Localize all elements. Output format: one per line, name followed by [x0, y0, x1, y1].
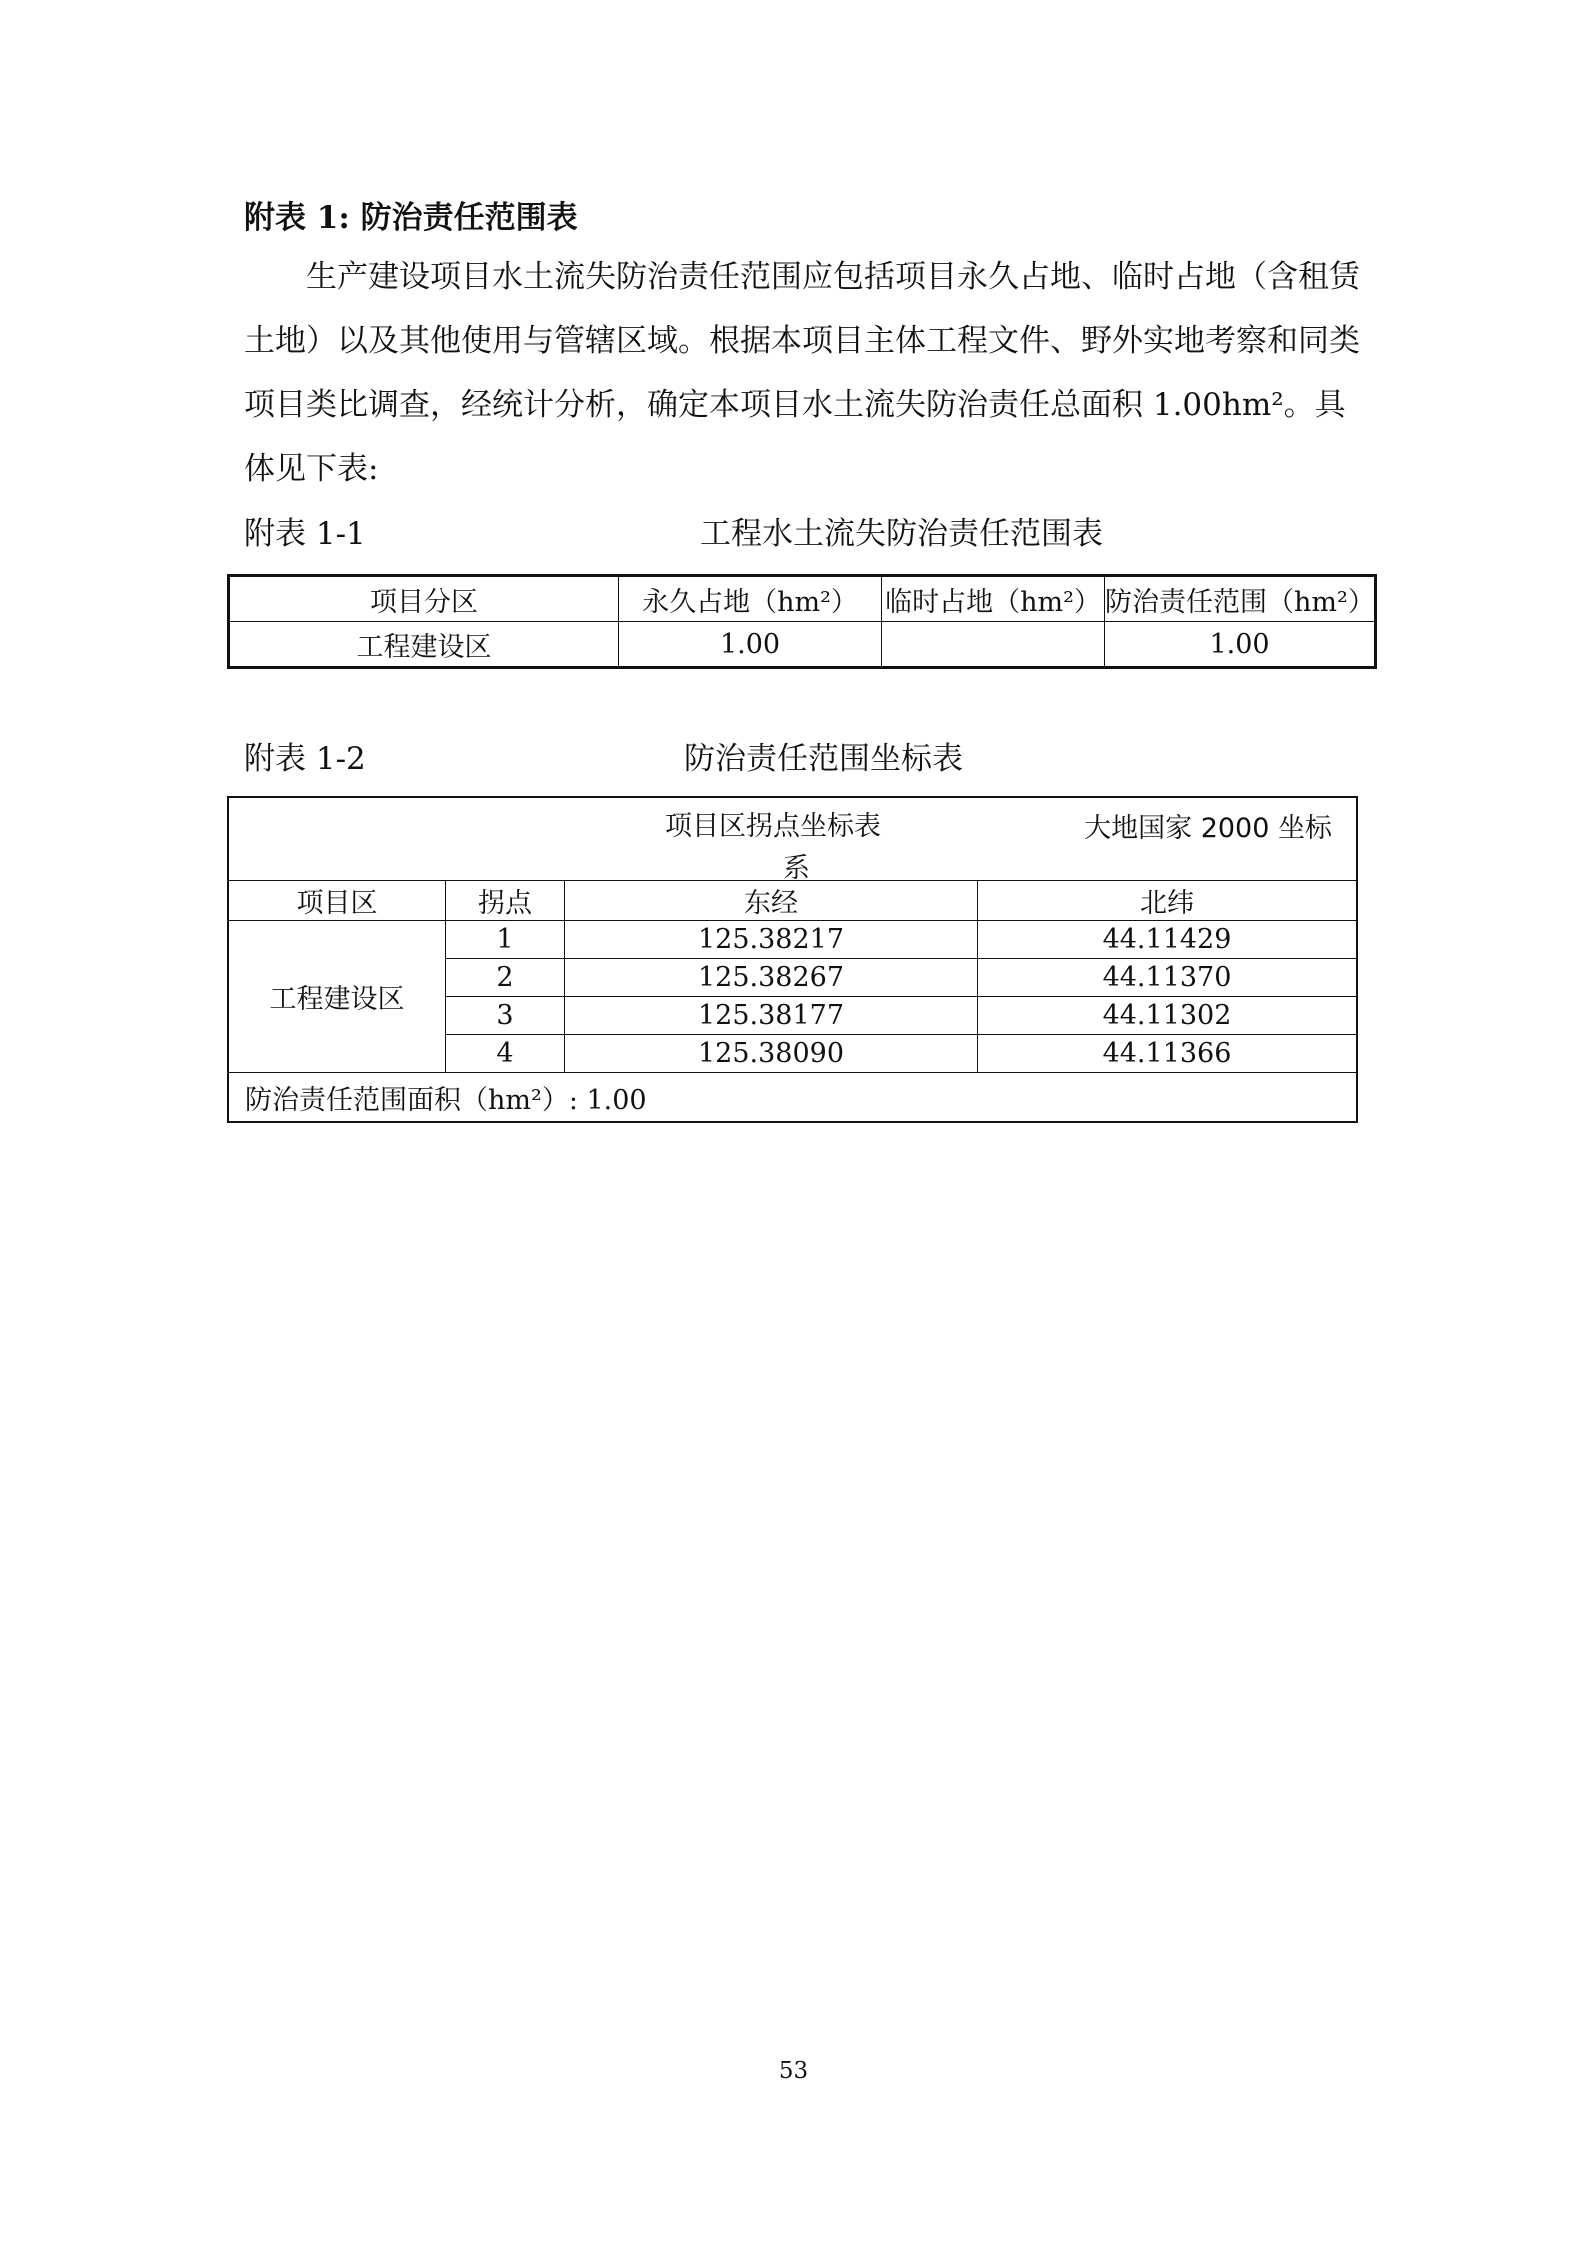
north-cell: 44.11302: [978, 997, 1358, 1035]
table-cell: 1.00: [619, 622, 882, 668]
header-cell: 临时占地（hm²）: [882, 576, 1105, 622]
table2-label: 附表 1-2: [244, 741, 366, 777]
coordinate-table: [227, 796, 1358, 1123]
header-cell: 拐点: [446, 881, 565, 921]
table2-title: 防治责任范围坐标表: [684, 741, 963, 777]
east-cell: 125.38267: [565, 959, 978, 997]
page-number: 53: [778, 2058, 809, 2084]
header-cell: 防治责任范围（hm²）: [1105, 576, 1376, 622]
table-row: [229, 622, 1376, 668]
header-cell: 永久占地（hm²）: [619, 576, 882, 622]
area-total-cell: 防治责任范围面积（hm²）: 1.00: [228, 1073, 1357, 1123]
north-cell: 44.11366: [978, 1035, 1358, 1073]
header-cell: 北纬: [978, 881, 1358, 921]
table-cell: 1.00: [1105, 622, 1376, 668]
table-footer-row: [228, 1073, 1357, 1123]
east-cell: 125.38090: [565, 1035, 978, 1073]
section-heading: 附表 1: 防治责任范围表: [244, 200, 578, 236]
coordinate-system-label: 大地国家 2000 坐标: [1084, 813, 1332, 844]
header-cell: 项目区: [228, 881, 446, 921]
point-cell: 3: [446, 997, 565, 1035]
table-row: [228, 921, 1357, 959]
coordinate-table-title: 项目区拐点坐标表 系: [665, 811, 881, 884]
area-name-cell: 工程建设区: [228, 921, 446, 1073]
table1-label: 附表 1-1: [244, 516, 366, 552]
header-cell: 项目分区: [229, 576, 619, 622]
table-cell: 工程建设区: [229, 622, 619, 668]
point-cell: 2: [446, 959, 565, 997]
point-cell: 4: [446, 1035, 565, 1073]
table-cell: [882, 622, 1105, 668]
north-cell: 44.11429: [978, 921, 1358, 959]
east-cell: 125.38177: [565, 997, 978, 1035]
east-cell: 125.38217: [565, 921, 978, 959]
intro-paragraph: 生产建设项目水土流失防治责任范围应包括项目永久占地、临时占地（含租赁土地）以及其他使用与管辖区域。根据本项目主体工程文件、野外实地考察和同类项目类比调查，经统计分析，确定本项目水土流失防治责任总面积 1.00hm²。具体见下表:: [244, 259, 1360, 487]
north-cell: 44.11370: [978, 959, 1358, 997]
coordinate-system-cell: [228, 797, 1357, 884]
table-title-row: [228, 797, 1357, 881]
point-cell: 1: [446, 921, 565, 959]
table-header-row: [229, 576, 1376, 622]
responsibility-table: [227, 574, 1377, 669]
header-cell: 东经: [565, 881, 978, 921]
table1-title: 工程水土流失防治责任范围表: [700, 516, 1103, 552]
